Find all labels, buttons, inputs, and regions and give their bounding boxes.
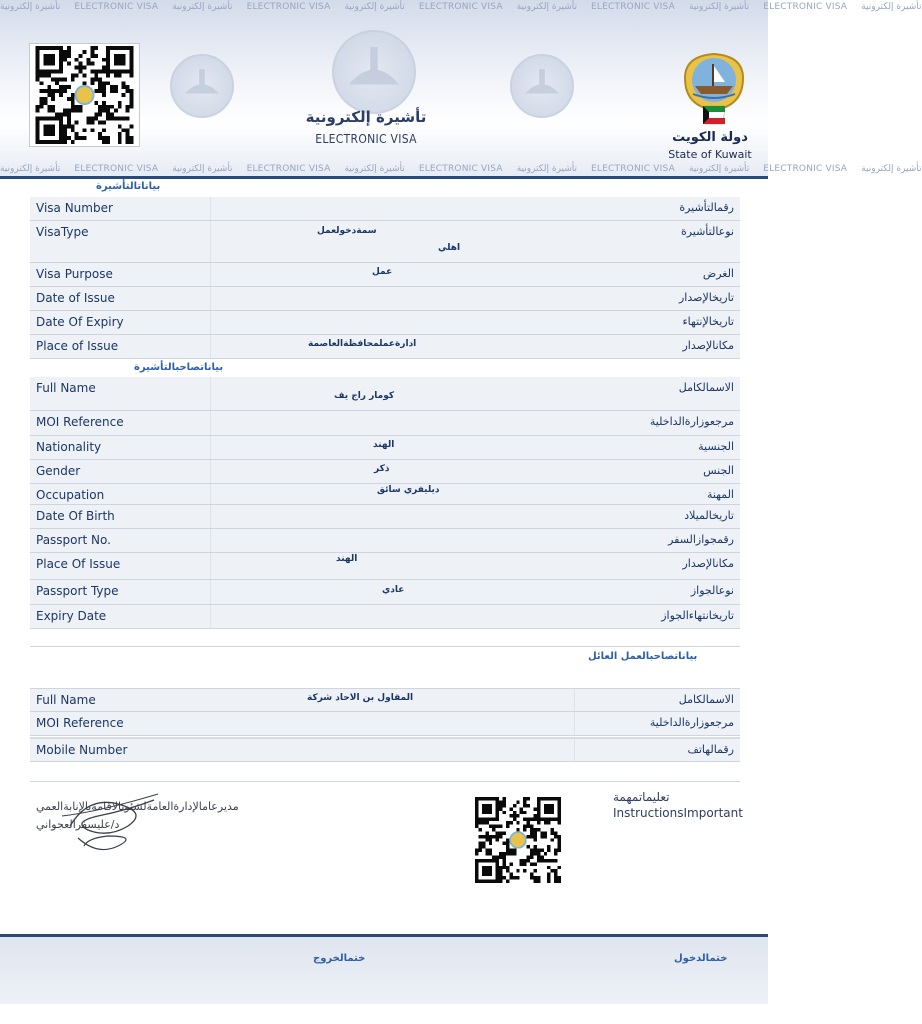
table-row — [30, 411, 740, 436]
field-value: عمل — [372, 267, 393, 277]
field-value: ادارةعملمحافظةالعاصمة — [308, 339, 417, 349]
evisa-title-en: ELECTRONIC VISA — [315, 132, 417, 146]
watermark-text: ELECTRONIC VISA — [74, 2, 159, 12]
table-row — [30, 436, 740, 460]
field-label-en: Place of Issue — [36, 339, 119, 353]
instructions-label-ar: تعليماتمهمة — [613, 790, 670, 804]
field-value: المقاول بن الاحاد شركة — [307, 693, 414, 703]
table-row — [30, 263, 740, 287]
field-value: كومار راج يف — [334, 391, 395, 401]
table-row — [30, 311, 740, 335]
kuwait-emblem-icon — [681, 50, 747, 126]
field-label-en: Date of Issue — [36, 291, 115, 305]
field-label-ar: مرجعوزارةالداخلية — [649, 716, 734, 729]
table-row — [30, 335, 740, 359]
field-label-ar: نوعالجواز — [690, 584, 734, 597]
watermark-text: ELECTRONIC VISA — [246, 2, 331, 12]
field-label-ar: مرجعوزارةالداخلية — [649, 415, 734, 428]
field-label-en: Date Of Expiry — [36, 315, 124, 329]
qr-code-icon — [472, 797, 564, 883]
table-row — [30, 221, 740, 263]
table-row — [30, 580, 740, 605]
field-value: اهلي — [438, 243, 461, 253]
employer-section-title: بياناتصاحبالعمل العائل — [588, 651, 698, 662]
watermark-text: تأشيرة إلكترونية — [688, 164, 750, 174]
field-value: ديليفري سائق — [377, 485, 440, 495]
watermark-text: ELECTRONIC VISA — [418, 164, 503, 174]
field-label-en: Passport No. — [36, 533, 111, 547]
table-row — [30, 553, 740, 580]
field-label-en: Visa Purpose — [36, 267, 113, 281]
field-label-ar: تاريخالإنتهاء — [682, 315, 734, 328]
field-label-en: Nationality — [36, 440, 102, 454]
field-label-ar: تاريخانتهاءالجواز — [661, 609, 734, 622]
watermark-text: تأشيرة إلكترونية — [861, 164, 922, 174]
field-label-ar: رقمجوازالسفر — [668, 533, 734, 546]
field-value: الهند — [336, 554, 358, 564]
field-label-ar: مكانالإصدار — [682, 557, 734, 570]
watermark-text: ELECTRONIC VISA — [591, 164, 675, 174]
qr-code-icon — [29, 43, 140, 147]
table-row — [30, 505, 740, 529]
section-divider — [30, 781, 740, 782]
watermark-crest-icon — [170, 54, 234, 118]
table-row — [30, 484, 740, 505]
field-label-en: Visa Number — [36, 201, 113, 215]
watermark-text: ELECTRONIC VISA — [246, 164, 331, 174]
country-name-ar: دولة الكويت — [672, 130, 748, 145]
field-value: ذكر — [374, 464, 390, 474]
watermark-text: ELECTRONIC VISA — [74, 164, 159, 174]
holder-section-title: بياناتصاحبالتأشيرة — [134, 362, 224, 373]
stamp-area — [0, 934, 768, 1004]
director-name: د/عليسفرالعجواني — [36, 818, 120, 831]
field-label-en: Full Name — [36, 693, 96, 707]
watermark-text: تأشيرة إلكترونية — [344, 2, 405, 12]
watermark-crest-icon — [332, 30, 416, 114]
table-row — [30, 377, 740, 411]
field-label-en: Place Of Issue — [36, 557, 121, 571]
watermark-text: ELECTRONIC VISA — [763, 164, 848, 174]
watermark-text: تأشيرة إلكترونية — [172, 164, 233, 174]
watermark-crest-icon — [510, 54, 574, 118]
table-row — [30, 529, 740, 553]
watermark-text: تأشيرة إلكترونية — [172, 2, 233, 12]
watermark-text: تأشيرة إلكترونية — [688, 2, 750, 12]
entry-stamp-label: ختمالدخول — [674, 953, 728, 964]
table-row — [30, 605, 740, 629]
field-label-en: MOI Reference — [36, 716, 124, 730]
field-label-en: Gender — [36, 464, 81, 478]
table-row — [30, 688, 740, 712]
watermark-text: تأشيرة إلكترونية — [0, 2, 61, 12]
visa-section-title: بياناتالتأشيرة — [96, 181, 161, 192]
field-value: الهند — [373, 440, 395, 450]
watermark-text: تأشيرة إلكترونية — [0, 164, 61, 174]
field-label-en: Passport Type — [36, 584, 119, 598]
evisa-title-ar: تأشيرة إلكترونية — [305, 108, 427, 126]
field-label-ar: الجنس — [703, 464, 734, 477]
table-row — [30, 287, 740, 311]
field-label-en: Date Of Birth — [36, 509, 115, 523]
field-label-ar: مكانالإصدار — [682, 339, 734, 352]
table-row — [30, 197, 740, 221]
field-label-ar: الجنسية — [698, 440, 734, 453]
field-label-ar: تاريخالإصدار — [679, 291, 734, 304]
watermark-text: تأشيرة إلكترونية — [861, 2, 922, 12]
field-label-en: Mobile Number — [36, 743, 128, 757]
field-label-ar: الاسمالكامل — [678, 381, 734, 394]
field-value: عادي — [382, 585, 405, 595]
watermark-band-top — [0, 2, 922, 18]
field-label-en: Full Name — [36, 381, 96, 395]
header-divider — [0, 176, 768, 179]
field-label-en: MOI Reference — [36, 415, 124, 429]
field-label-ar: نوعالتأشيرة — [680, 225, 734, 238]
exit-stamp-label: ختمالخروج — [313, 953, 366, 964]
table-row — [30, 737, 740, 762]
field-label-ar: تاريخالميلاد — [684, 509, 734, 522]
director-title: مديرعامالإدارةالعامةلشئونالاقامةبالإنابةالعمي — [36, 800, 239, 813]
instructions-label-en: InstructionsImportant — [613, 806, 743, 820]
visa-header — [0, 0, 922, 178]
field-label-ar: رقمالتأشيرة — [679, 201, 734, 214]
watermark-text: ELECTRONIC VISA — [591, 2, 675, 12]
field-label-ar: رقمالهاتف — [687, 743, 734, 756]
field-value: سمةدخولعمل — [317, 226, 377, 236]
country-name-en: State of Kuwait — [668, 148, 752, 161]
watermark-text: ELECTRONIC VISA — [763, 2, 848, 12]
watermark-text: تأشيرة إلكترونية — [344, 164, 405, 174]
watermark-text: تأشيرة إلكترونية — [516, 164, 578, 174]
table-row — [30, 460, 740, 484]
watermark-text: تأشيرة إلكترونية — [516, 2, 578, 12]
watermark-text: ELECTRONIC VISA — [418, 2, 503, 12]
field-label-ar: المهنة — [706, 488, 734, 501]
table-row — [30, 712, 740, 736]
field-label-en: VisaType — [36, 225, 89, 239]
field-label-en: Occupation — [36, 488, 105, 502]
section-divider — [30, 646, 740, 647]
field-label-ar: الاسمالكامل — [678, 693, 734, 706]
field-label-ar: الغرض — [702, 267, 734, 280]
field-label-en: Expiry Date — [36, 609, 107, 623]
